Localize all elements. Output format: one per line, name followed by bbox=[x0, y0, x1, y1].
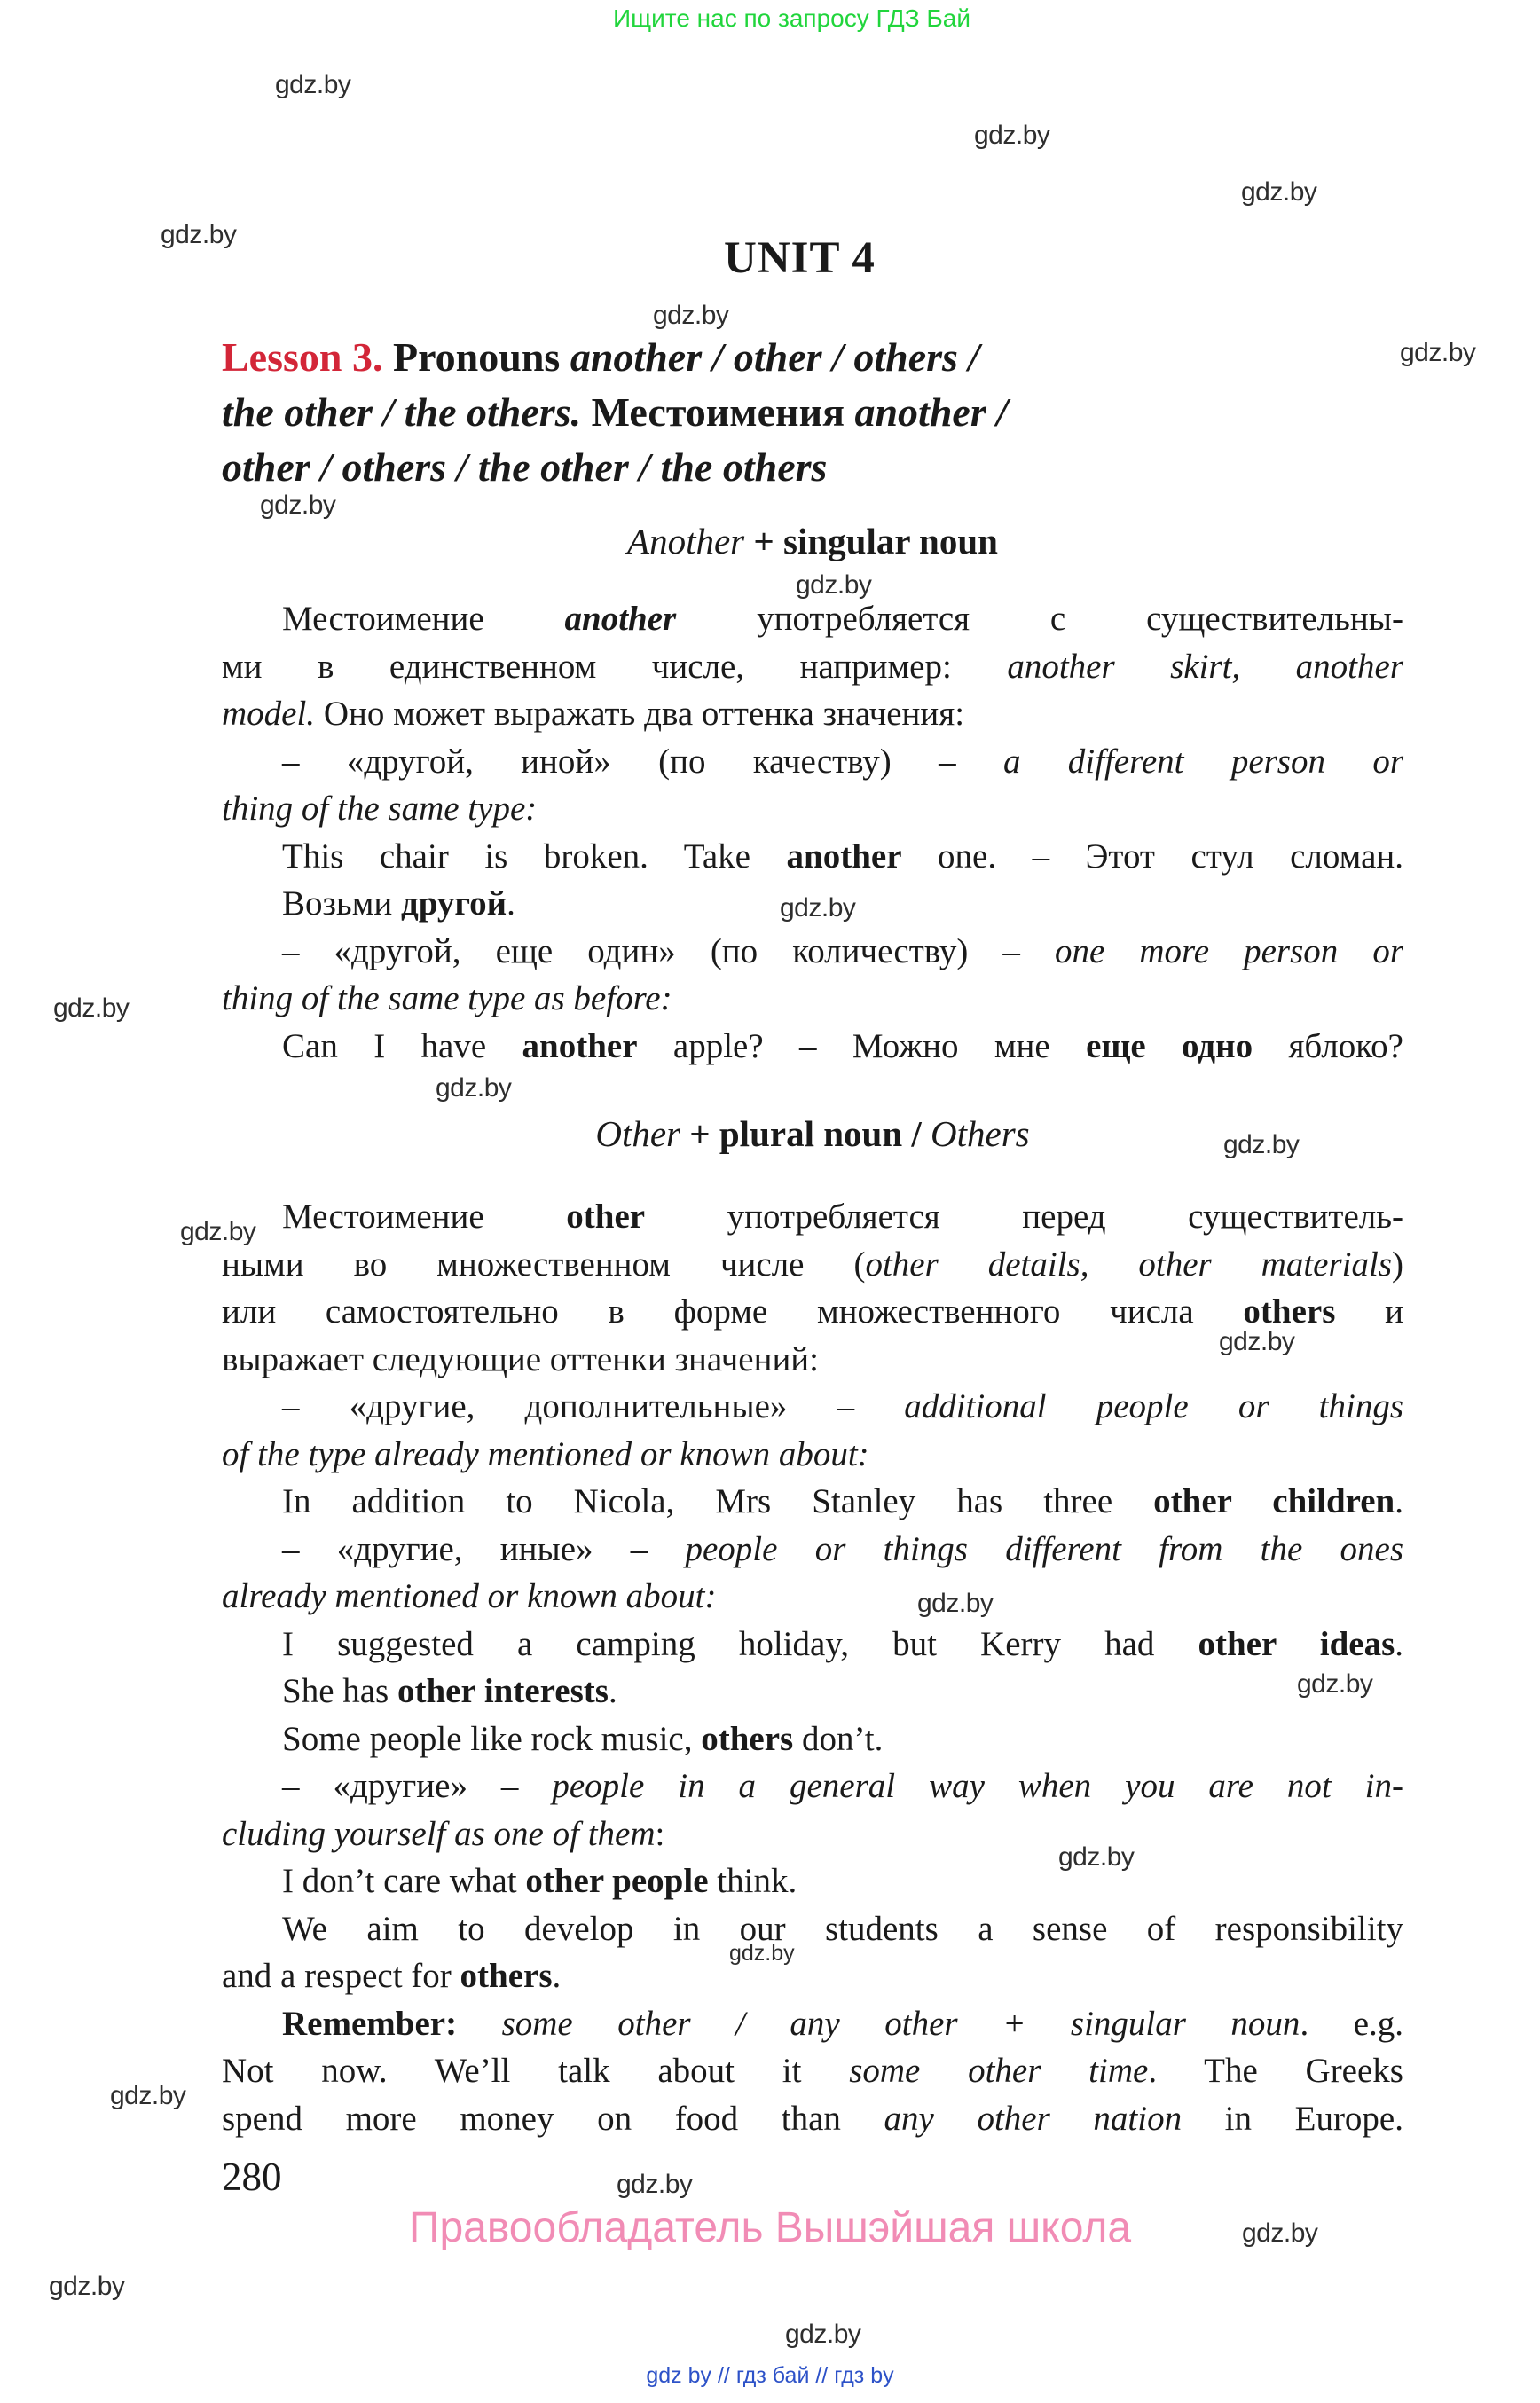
text-segment: additional people or things bbox=[904, 1387, 1403, 1425]
text-line bbox=[222, 2000, 1403, 2048]
text-segment: We aim to develop in our students a sense of responsibility bbox=[282, 1909, 1403, 1948]
gdz-watermark: gdz.by bbox=[260, 491, 336, 520]
text-segment: others bbox=[701, 1719, 794, 1758]
text-segment: или самостоятельно в форме множественного числа bbox=[222, 1292, 1244, 1331]
text-line bbox=[222, 1526, 1403, 1574]
text-segment: people in a general way when you are not in- bbox=[552, 1767, 1403, 1805]
text-segment: in Europe. bbox=[1182, 2099, 1403, 2138]
gdz-watermark: gdz.by bbox=[796, 570, 872, 600]
body-text-another bbox=[222, 595, 1403, 1070]
text-segment: ) bbox=[1392, 1245, 1403, 1284]
gdz-watermark: gdz.by bbox=[1241, 177, 1317, 207]
text-segment: Возьми bbox=[282, 884, 402, 923]
text-segment: еще одно bbox=[1086, 1026, 1253, 1065]
text-line bbox=[222, 1810, 1403, 1858]
gdz-watermark: gdz.by bbox=[780, 893, 856, 923]
gdz-watermark: gdz.by bbox=[974, 121, 1050, 150]
gdz-watermark: gdz.by bbox=[161, 220, 237, 249]
text-segment: Other bbox=[595, 1113, 681, 1154]
text-segment: . bbox=[507, 884, 515, 923]
text-segment: Местоимение bbox=[282, 1198, 567, 1236]
text-segment: other bbox=[566, 1198, 646, 1236]
unit-title: UNIT 4 bbox=[724, 233, 876, 283]
text-line bbox=[222, 1478, 1403, 1526]
text-line bbox=[222, 1241, 1403, 1289]
text-segment: some other / any other + singular noun bbox=[501, 2004, 1300, 2043]
text-segment: Lesson 3. bbox=[222, 334, 383, 380]
text-line bbox=[222, 738, 1403, 786]
text-segment: She has bbox=[282, 1672, 397, 1710]
text-segment: other ideas bbox=[1198, 1624, 1395, 1663]
text-segment: other children bbox=[1153, 1482, 1395, 1520]
text-segment: thing of the same type: bbox=[222, 789, 538, 828]
text-line bbox=[222, 1288, 1403, 1336]
text-line bbox=[222, 385, 1410, 440]
text-segment: – «другие, иные» – bbox=[282, 1529, 686, 1568]
text-line bbox=[222, 330, 1410, 385]
gdz-watermark: gdz.by bbox=[1219, 1327, 1295, 1356]
text-line bbox=[222, 1193, 1403, 1241]
subheading-other-plural-noun bbox=[222, 1112, 1403, 1155]
text-segment: Оно может выражать два оттенка значения: bbox=[315, 695, 965, 733]
text-segment: ми в единственном числе, например: bbox=[222, 647, 1008, 686]
text-segment: In addition to Nicola, Mrs Stanley has three bbox=[282, 1482, 1154, 1520]
text-line bbox=[222, 880, 1403, 928]
gdz-watermark: gdz.by bbox=[49, 2272, 125, 2301]
gdz-search-banner: Ищите нас по запросу ГДЗ Бай bbox=[613, 4, 971, 32]
text-line bbox=[222, 928, 1403, 976]
text-segment: – «другой, иной» (по качеству) – bbox=[282, 742, 1003, 781]
text-segment: one. – Этот стул сломан. bbox=[901, 836, 1403, 876]
text-line bbox=[222, 690, 1403, 738]
text-line bbox=[222, 1573, 1403, 1621]
text-segment: other people bbox=[525, 1862, 709, 1900]
gdz-watermark: gdz.by bbox=[617, 2170, 693, 2199]
text-line bbox=[222, 1857, 1403, 1905]
text-segment: Some people like rock music, bbox=[282, 1719, 702, 1758]
body-text-other bbox=[222, 1193, 1403, 2142]
text-segment: any other nation bbox=[884, 2099, 1182, 2138]
text-segment bbox=[457, 2005, 502, 2043]
text-segment: – «другие» – bbox=[282, 1767, 553, 1805]
gdz-watermark: gdz.by bbox=[1400, 338, 1476, 367]
gdz-watermark: gdz.by bbox=[436, 1073, 512, 1103]
text-segment: ными во множественном числе ( bbox=[222, 1245, 866, 1284]
text-segment: . bbox=[608, 1672, 617, 1710]
subheading-another-singular-noun bbox=[222, 520, 1403, 562]
text-segment: already mentioned or known about: bbox=[222, 1577, 717, 1615]
text-segment: another / bbox=[854, 389, 1008, 435]
text-segment: – «другой, еще один» (по количеству) – bbox=[282, 931, 1055, 970]
copyright-notice: Правообладатель Вышэйшая школа bbox=[408, 2204, 1132, 2251]
text-segment: Can I have bbox=[282, 1026, 522, 1065]
text-line bbox=[222, 1023, 1403, 1071]
text-segment: some other time bbox=[849, 2052, 1149, 2090]
text-segment: Others bbox=[931, 1113, 1030, 1154]
text-line bbox=[222, 1716, 1403, 1763]
text-segment: Pronouns bbox=[382, 334, 570, 380]
text-line bbox=[222, 440, 1410, 495]
text-segment: others bbox=[1243, 1292, 1336, 1331]
text-line bbox=[222, 643, 1403, 691]
text-line bbox=[222, 833, 1403, 881]
text-segment: another bbox=[522, 1026, 638, 1065]
text-segment: don’t. bbox=[793, 1719, 884, 1758]
text-segment: Местоимения bbox=[581, 389, 855, 435]
text-segment: people or things different from the ones bbox=[685, 1529, 1403, 1568]
text-segment: This chair is broken. Take bbox=[282, 836, 787, 876]
text-line bbox=[222, 1763, 1403, 1810]
text-line bbox=[222, 1383, 1403, 1431]
text-segment: : bbox=[655, 1814, 665, 1853]
lesson-title bbox=[222, 330, 1410, 495]
text-segment: another / other / others / bbox=[570, 334, 980, 380]
gdz-watermark: gdz.by bbox=[110, 2081, 186, 2110]
gdz-watermark: gdz.by bbox=[275, 70, 351, 99]
text-segment: + singular noun bbox=[744, 521, 998, 561]
text-segment: others bbox=[460, 1957, 553, 1995]
text-line bbox=[222, 1952, 1403, 2000]
text-segment: cluding yourself as one of them bbox=[222, 1814, 656, 1853]
text-segment: . bbox=[1395, 1624, 1403, 1663]
text-segment: apple? – Можно мне bbox=[637, 1026, 1087, 1065]
text-segment: – «другие, дополнительные» – bbox=[282, 1387, 905, 1425]
text-segment: a different person or bbox=[1002, 742, 1403, 781]
text-segment: I suggested a camping holiday, but Kerry had bbox=[282, 1624, 1198, 1663]
text-line bbox=[222, 2095, 1403, 2143]
gdz-watermark: gdz.by bbox=[917, 1589, 994, 1618]
text-segment: Местоимение bbox=[282, 600, 565, 638]
text-line bbox=[222, 595, 1403, 643]
text-segment: another bbox=[564, 600, 677, 638]
gdz-watermark: gdz.by bbox=[1223, 1130, 1300, 1159]
gdz-watermark: gdz.by bbox=[1242, 2218, 1318, 2248]
text-segment: and a respect for bbox=[222, 1957, 460, 1995]
text-segment: another skirt, another bbox=[1007, 647, 1403, 686]
text-segment: other / others / the other / the others bbox=[222, 444, 828, 490]
text-segment: . e.g. bbox=[1300, 2004, 1404, 2043]
text-segment: I don’t care what bbox=[282, 1862, 526, 1900]
text-segment: spend more money on food than bbox=[222, 2099, 884, 2138]
gdz-watermark: gdz.by bbox=[180, 1217, 256, 1246]
text-segment: Remember: bbox=[282, 2004, 458, 2043]
gdz-watermark-superscript: gdz.by bbox=[729, 1941, 795, 1966]
text-segment: употребляется с существительны- bbox=[676, 600, 1403, 638]
gdz-watermark: gdz.by bbox=[653, 301, 729, 330]
gdz-watermark: gdz.by bbox=[1058, 1842, 1135, 1872]
text-segment: другой bbox=[401, 884, 507, 923]
text-segment: выражает следующие оттенки значений: bbox=[222, 1339, 820, 1378]
text-segment: употребляется перед существитель- bbox=[645, 1198, 1403, 1236]
gdz-watermark: gdz.by bbox=[785, 2320, 861, 2349]
text-segment: . bbox=[552, 1957, 562, 1995]
text-segment: яблоко? bbox=[1253, 1026, 1403, 1065]
text-line bbox=[222, 1668, 1403, 1716]
text-segment: other details, other materials bbox=[865, 1245, 1392, 1284]
text-line bbox=[222, 1905, 1403, 1953]
gdz-watermark: gdz.by bbox=[53, 993, 130, 1023]
text-line bbox=[222, 1336, 1403, 1384]
text-segment: model. bbox=[222, 695, 316, 733]
text-segment: . bbox=[1395, 1482, 1403, 1520]
text-line bbox=[222, 1431, 1403, 1479]
text-line bbox=[222, 785, 1403, 833]
text-segment: think. bbox=[708, 1862, 798, 1900]
text-segment: the other / the others. bbox=[222, 389, 582, 435]
footer-links: gdz by // гдз бай // гдз by bbox=[646, 2363, 894, 2388]
text-segment: Another bbox=[627, 521, 745, 561]
text-segment: thing of the same type as before: bbox=[222, 979, 672, 1017]
gdz-watermark: gdz.by bbox=[1297, 1669, 1373, 1699]
text-line bbox=[222, 975, 1403, 1023]
text-segment: Not now. We’ll talk about it bbox=[222, 2052, 850, 2090]
text-segment: of the type already mentioned or known about: bbox=[222, 1434, 869, 1473]
text-segment: one more person or bbox=[1054, 931, 1403, 970]
text-line bbox=[222, 1621, 1403, 1669]
text-segment: other interests bbox=[397, 1672, 609, 1710]
text-segment: . The Greeks bbox=[1148, 2052, 1403, 2090]
text-segment: и bbox=[1335, 1292, 1403, 1331]
text-segment: + plural noun / bbox=[680, 1113, 931, 1154]
text-line bbox=[222, 2047, 1403, 2095]
text-segment: another bbox=[786, 836, 902, 876]
page-number: 280 bbox=[222, 2155, 282, 2199]
